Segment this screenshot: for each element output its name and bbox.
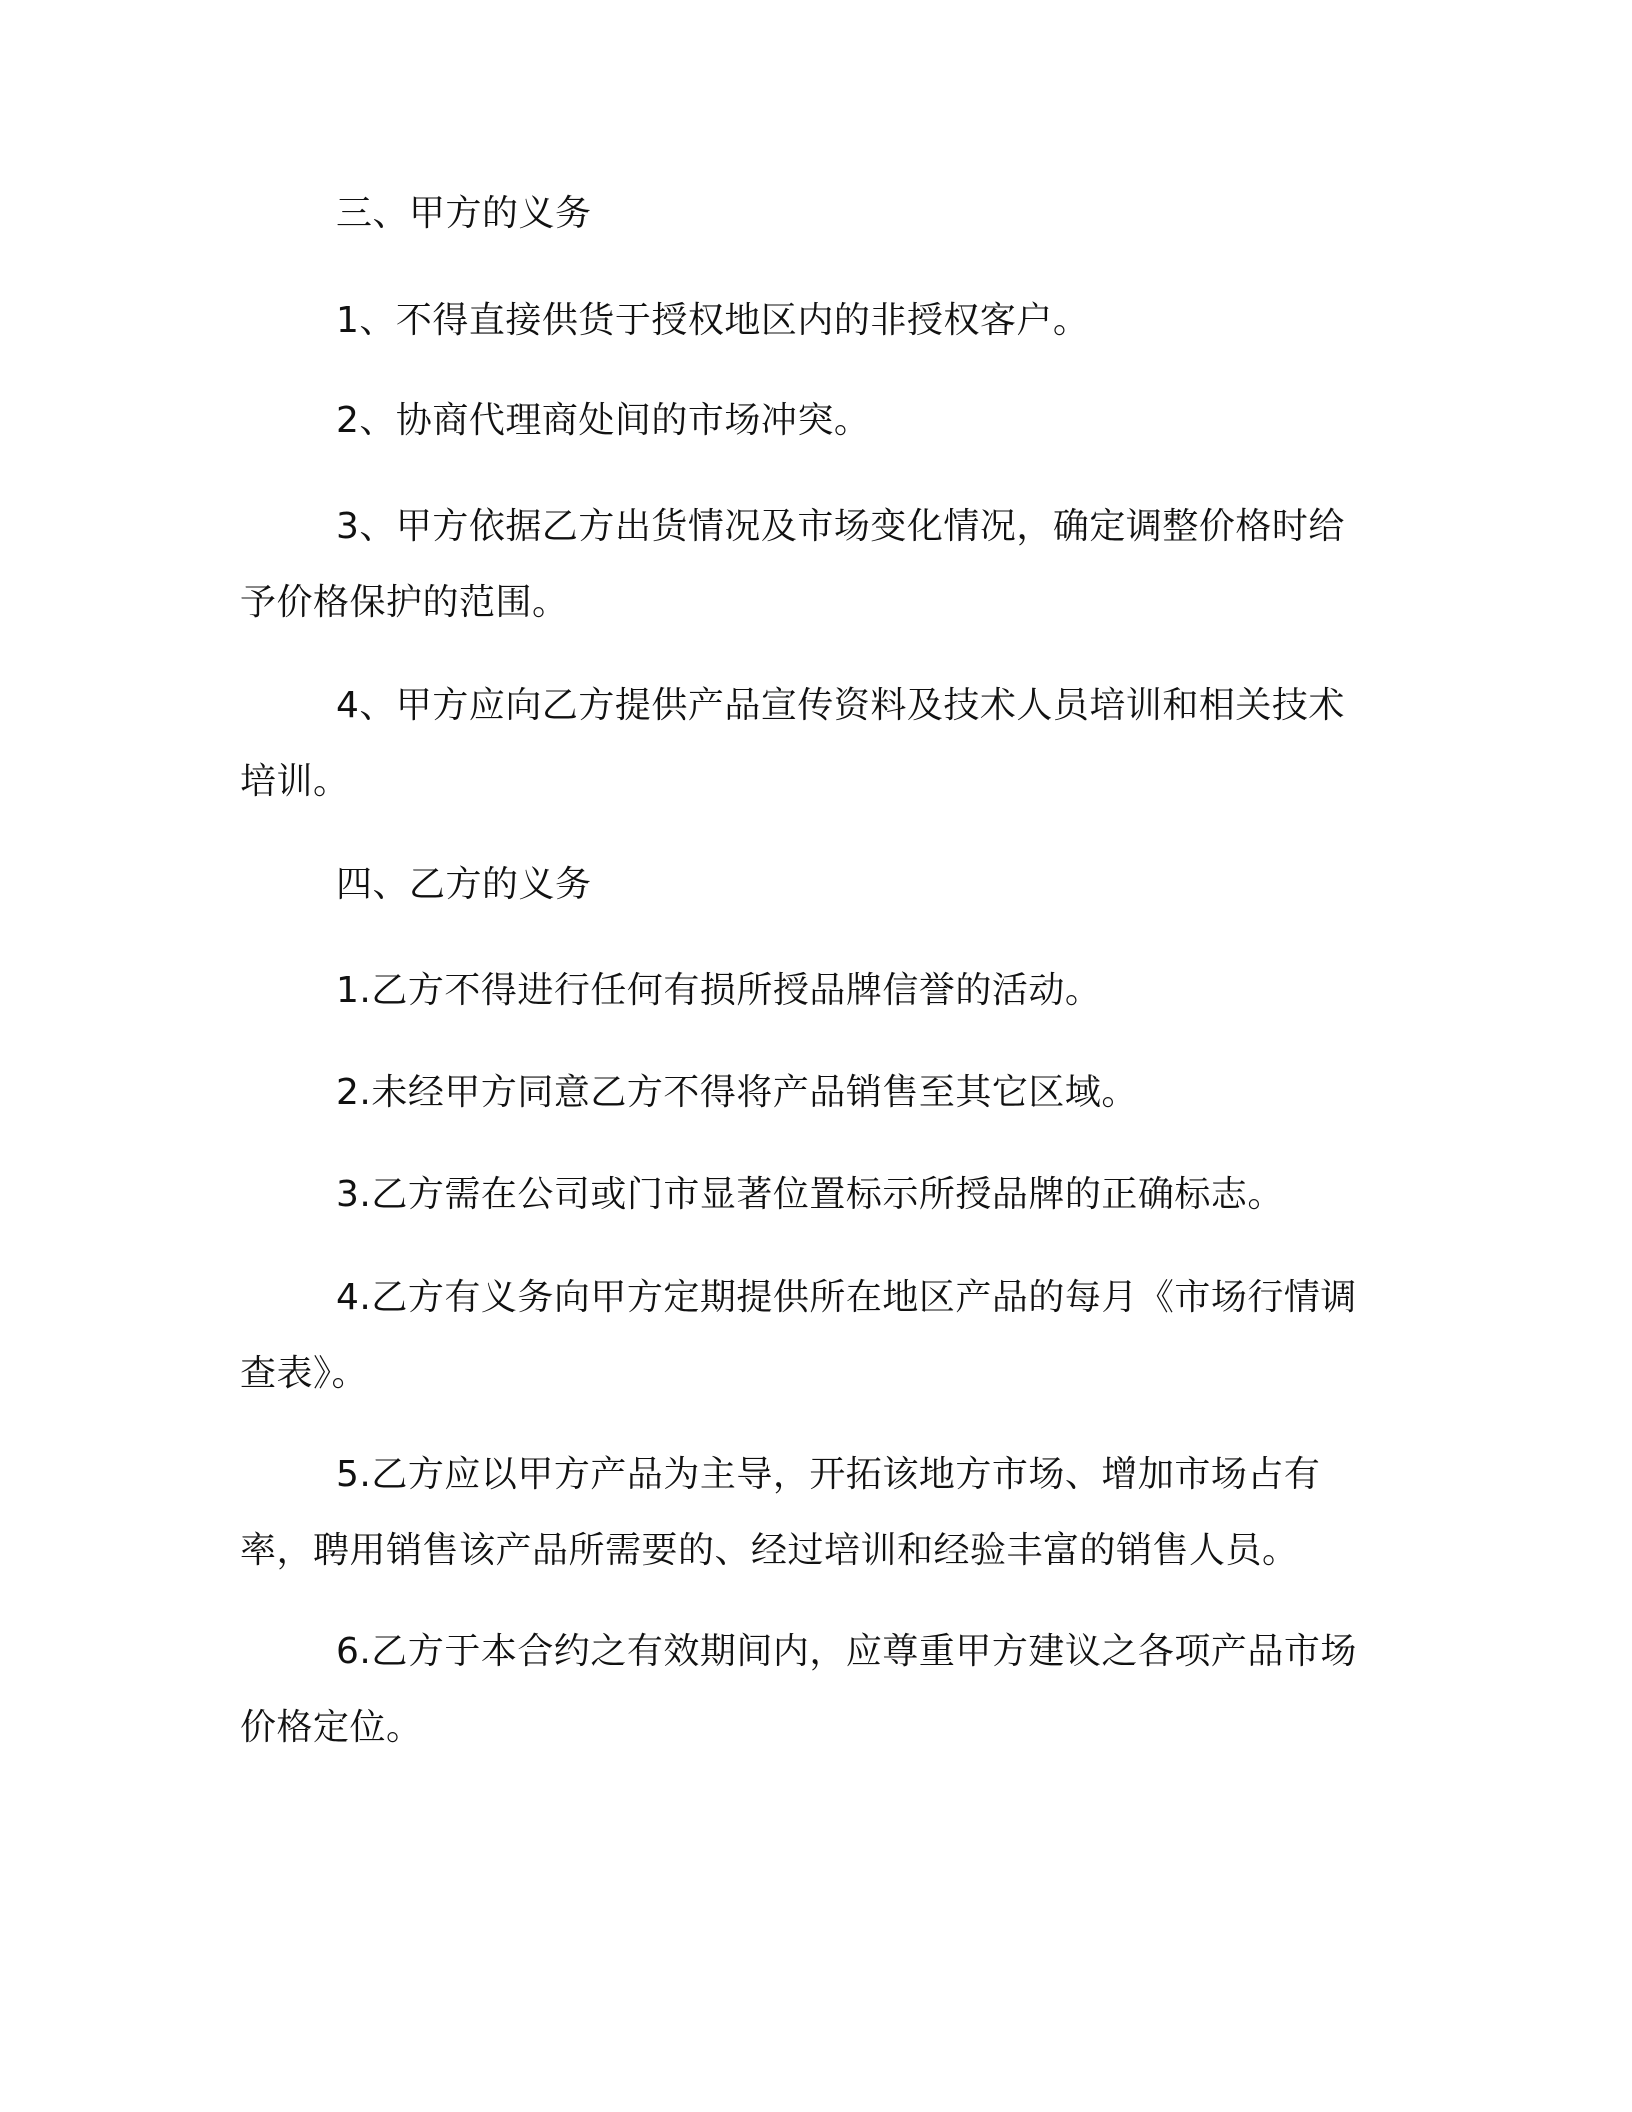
- party-a-clause-2: 2、协商代理商处间的市场冲突。: [336, 400, 871, 441]
- party-a-clause-4: 4、甲方应向乙方提供产品宣传资料及技术人员培训和相关技术培训。: [240, 685, 1345, 802]
- section-heading-party-a-obligations: 三、甲方的义务: [336, 193, 592, 234]
- party-b-clause-6: 6.乙方于本合约之有效期间内，应尊重甲方建议之各项产品市场价格定位。: [240, 1631, 1357, 1748]
- party-a-clause-1: 1、不得直接供货于授权地区内的非授权客户。: [336, 300, 1090, 341]
- party-b-clause-2: 2.未经甲方同意乙方不得将产品销售至其它区域。: [336, 1072, 1138, 1113]
- party-a-clause-3: 3、甲方依据乙方出货情况及市场变化情况，确定调整价格时给予价格保护的范围。: [240, 506, 1345, 623]
- party-b-clause-4: 4.乙方有义务向甲方定期提供所在地区产品的每月《市场行情调查表》。: [240, 1277, 1357, 1394]
- party-b-clause-5: 5.乙方应以甲方产品为主导，开拓该地方市场、增加市场占有率，聘用销售该产品所需要的、经过培训和经验丰富的销售人员。: [240, 1454, 1321, 1571]
- party-b-clause-1: 1.乙方不得进行任何有损所授品牌信誉的活动。: [336, 970, 1102, 1011]
- party-b-clause-3: 3.乙方需在公司或门市显著位置标示所授品牌的正确标志。: [336, 1174, 1284, 1215]
- section-heading-party-b-obligations: 四、乙方的义务: [336, 864, 592, 905]
